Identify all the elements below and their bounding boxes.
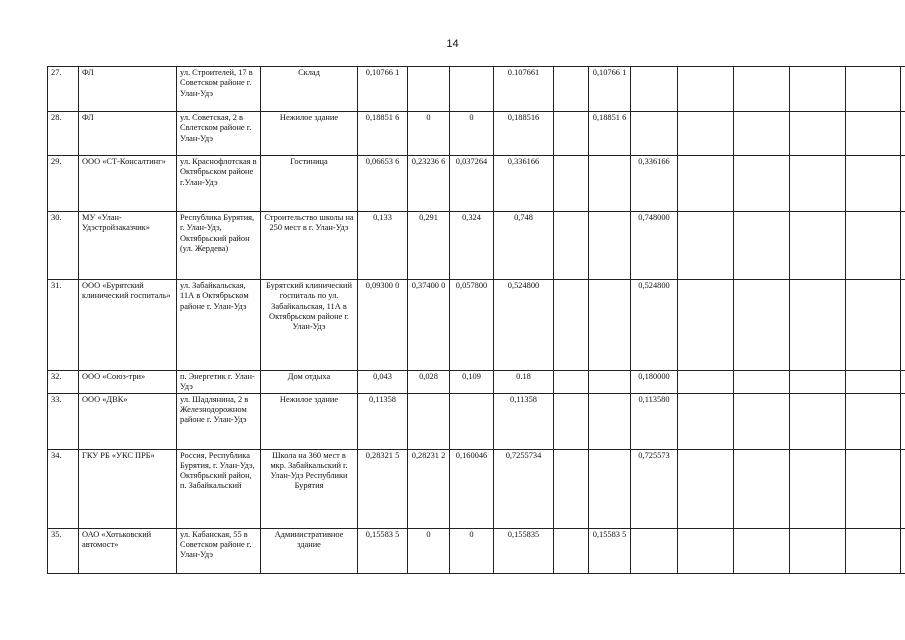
empty-cell-2	[734, 280, 790, 371]
row-number: 29.	[48, 156, 79, 212]
empty-cell-1	[678, 393, 734, 449]
row-number: 27.	[48, 67, 79, 112]
value-cell-6: 0,18851 6	[589, 112, 631, 156]
value-cell-2: 0,028	[408, 371, 450, 394]
value-cell-5	[554, 371, 589, 394]
value-cell-3	[450, 393, 494, 449]
value-cell-6	[589, 449, 631, 528]
empty-cell-3	[790, 371, 846, 394]
address-cell: ул. Кабанская, 55 в Советском районе г. Улан-Удэ	[177, 528, 261, 573]
value-cell-3: 0	[450, 112, 494, 156]
empty-cell-3	[790, 156, 846, 212]
purpose-cell: Административное здание	[261, 528, 358, 573]
purpose-cell: Бурятский клинический госпиталь по ул. Забайкальская, 11А в Октябрьском районе г. Улан-Удэ	[261, 280, 358, 371]
owner-cell: ФЛ	[79, 112, 177, 156]
owner-cell: ГКУ РБ «УКС ПРБ»	[79, 449, 177, 528]
value-cell-6	[589, 212, 631, 280]
empty-cell-2	[734, 212, 790, 280]
empty-cell-4	[846, 449, 901, 528]
empty-cell-1	[678, 280, 734, 371]
empty-cell-4	[846, 528, 901, 573]
value-cell-5	[554, 449, 589, 528]
value-cell-7: 0,113580	[631, 393, 678, 449]
value-cell-1: 0,09300 0	[358, 280, 408, 371]
value-cell-1: 0,15583 5	[358, 528, 408, 573]
value-cell-3: 0,109	[450, 371, 494, 394]
empty-cell-3	[790, 393, 846, 449]
empty-cell-5	[901, 156, 905, 212]
table-row	[48, 528, 905, 573]
owner-cell: ООО «СТ-Консалтинг»	[79, 156, 177, 212]
value-cell-5	[554, 67, 589, 112]
empty-cell-3	[790, 280, 846, 371]
value-cell-7: 0,725573	[631, 449, 678, 528]
value-cell-1: 0,133	[358, 212, 408, 280]
value-cell-3: 0,160046	[450, 449, 494, 528]
row-number: 30.	[48, 212, 79, 280]
value-cell-5	[554, 112, 589, 156]
total-cell: 0.107661	[494, 67, 554, 112]
owner-cell: ФЛ	[79, 67, 177, 112]
owner-cell: МУ «Улан-Удэстройзаказчик»	[79, 212, 177, 280]
row-number: 31.	[48, 280, 79, 371]
empty-cell-5	[901, 280, 905, 371]
empty-cell-5	[901, 393, 905, 449]
owner-cell: ООО «Бурятский клинический госпиталь»	[79, 280, 177, 371]
address-cell: ул. Строителей, 17 в Советском районе г. Улан-Удэ	[177, 67, 261, 112]
value-cell-7: 0,336166	[631, 156, 678, 212]
purpose-cell: Гостиница	[261, 156, 358, 212]
purpose-cell: Дом отдыха	[261, 371, 358, 394]
empty-cell-4	[846, 67, 901, 112]
empty-cell-2	[734, 393, 790, 449]
table-row	[48, 156, 905, 212]
empty-cell-2	[734, 371, 790, 394]
address-cell: ул. Шадлянина, 2 в Железнодорожном районе г. Улан-Удэ	[177, 393, 261, 449]
empty-cell-1	[678, 528, 734, 573]
address-cell: ул. Забайкальская, 11А в Октябрьском районе г. Улан-Удэ	[177, 280, 261, 371]
page-number: 14	[446, 38, 459, 50]
owner-cell: ОАО «Хотьковский автомост»	[79, 528, 177, 573]
value-cell-1: 0,28321 5	[358, 449, 408, 528]
empty-cell-2	[734, 112, 790, 156]
purpose-cell: Строительство школы на 250 мест в г. Улан-Удэ	[261, 212, 358, 280]
value-cell-5	[554, 280, 589, 371]
total-cell: 0,336166	[494, 156, 554, 212]
purpose-cell: Нежилое здание	[261, 112, 358, 156]
address-cell: ул. Краснофлотская в Октябрьском районе г.Улан-Удэ	[177, 156, 261, 212]
total-cell: 0,748	[494, 212, 554, 280]
table-row	[48, 371, 905, 394]
empty-cell-5	[901, 449, 905, 528]
table-row	[48, 393, 905, 449]
address-cell: ул. Советская, 2 в Свлетском районе г. Улан-Удэ	[177, 112, 261, 156]
row-number: 35.	[48, 528, 79, 573]
empty-cell-3	[790, 67, 846, 112]
purpose-cell: Школа на 360 мест в мкр. Забайкальский г. Улан-Удэ Республики Бурятия	[261, 449, 358, 528]
value-cell-7	[631, 528, 678, 573]
empty-cell-5	[901, 371, 905, 394]
row-number: 33.	[48, 393, 79, 449]
value-cell-3: 0,324	[450, 212, 494, 280]
value-cell-7: 0,180000	[631, 371, 678, 394]
owner-cell: ООО «ДВК»	[79, 393, 177, 449]
empty-cell-4	[846, 212, 901, 280]
empty-cell-1	[678, 67, 734, 112]
table-row	[48, 112, 905, 156]
empty-cell-4	[846, 112, 901, 156]
value-cell-6	[589, 393, 631, 449]
table-row	[48, 67, 905, 112]
value-cell-6	[589, 371, 631, 394]
empty-cell-5	[901, 67, 905, 112]
empty-cell-1	[678, 371, 734, 394]
owner-cell: ООО «Союз-три»	[79, 371, 177, 394]
total-cell: 0,188516	[494, 112, 554, 156]
total-cell: 0,155835	[494, 528, 554, 573]
table-row	[48, 449, 905, 528]
value-cell-7: 0,748000	[631, 212, 678, 280]
value-cell-2: 0,291	[408, 212, 450, 280]
value-cell-1: 0,10766 1	[358, 67, 408, 112]
purpose-cell: Склад	[261, 67, 358, 112]
value-cell-3	[450, 67, 494, 112]
empty-cell-5	[901, 112, 905, 156]
table-row	[48, 280, 905, 371]
value-cell-7: 0,524800	[631, 280, 678, 371]
empty-cell-1	[678, 112, 734, 156]
empty-cell-1	[678, 449, 734, 528]
value-cell-6: 0,10766 1	[589, 67, 631, 112]
empty-cell-1	[678, 212, 734, 280]
value-cell-3: 0,037264	[450, 156, 494, 212]
value-cell-5	[554, 528, 589, 573]
address-cell: п. Энергетик г. Улан-Удэ	[177, 371, 261, 394]
row-number: 28.	[48, 112, 79, 156]
empty-cell-3	[790, 212, 846, 280]
value-cell-7	[631, 67, 678, 112]
empty-cell-2	[734, 67, 790, 112]
value-cell-2: 0,37400 0	[408, 280, 450, 371]
row-number: 32.	[48, 371, 79, 394]
empty-cell-3	[790, 112, 846, 156]
total-cell: 0,11358	[494, 393, 554, 449]
value-cell-2: 0,28231 2	[408, 449, 450, 528]
value-cell-5	[554, 156, 589, 212]
total-cell: 0,7255734	[494, 449, 554, 528]
empty-cell-2	[734, 528, 790, 573]
total-cell: 0,524800	[494, 280, 554, 371]
value-cell-2: 0,23236 6	[408, 156, 450, 212]
empty-cell-1	[678, 156, 734, 212]
value-cell-6	[589, 156, 631, 212]
empty-cell-4	[846, 280, 901, 371]
value-cell-7	[631, 112, 678, 156]
empty-cell-4	[846, 156, 901, 212]
empty-cell-2	[734, 156, 790, 212]
value-cell-5	[554, 393, 589, 449]
empty-cell-5	[901, 528, 905, 573]
empty-cell-3	[790, 449, 846, 528]
total-cell: 0.18	[494, 371, 554, 394]
value-cell-1: 0,06653 6	[358, 156, 408, 212]
value-cell-1: 0,11358	[358, 393, 408, 449]
empty-cell-5	[901, 212, 905, 280]
value-cell-3: 0,057800	[450, 280, 494, 371]
empty-cell-4	[846, 393, 901, 449]
value-cell-2: 0	[408, 528, 450, 573]
value-cell-6	[589, 280, 631, 371]
purpose-cell: Нежилое здание	[261, 393, 358, 449]
value-cell-6: 0,15583 5	[589, 528, 631, 573]
table-row	[48, 212, 905, 280]
row-number: 34.	[48, 449, 79, 528]
empty-cell-2	[734, 449, 790, 528]
value-cell-5	[554, 212, 589, 280]
address-cell: Республика Бурятия, г. Улан-Удэ, Октябрьский район (ул. Жердева)	[177, 212, 261, 280]
empty-cell-3	[790, 528, 846, 573]
empty-cell-4	[846, 371, 901, 394]
value-cell-1: 0,043	[358, 371, 408, 394]
value-cell-1: 0,18851 6	[358, 112, 408, 156]
value-cell-2: 0	[408, 112, 450, 156]
address-cell: Россия, Республика Бурятия, г. Улан-Удэ, Октябрьский район, п. Забайкальский	[177, 449, 261, 528]
value-cell-2	[408, 393, 450, 449]
value-cell-2	[408, 67, 450, 112]
register-table	[47, 66, 905, 574]
value-cell-3: 0	[450, 528, 494, 573]
